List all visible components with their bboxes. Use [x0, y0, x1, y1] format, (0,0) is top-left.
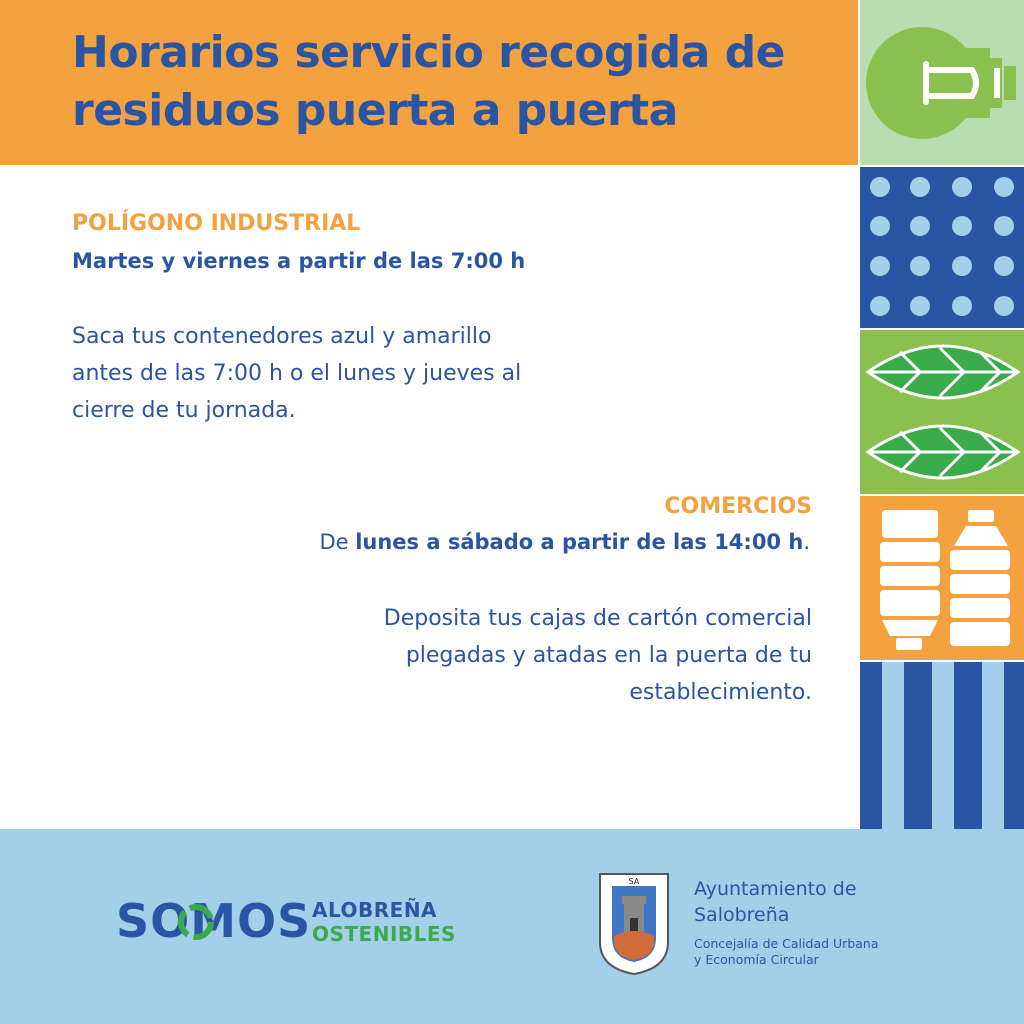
ayuntamiento-line2: Salobreña [694, 904, 790, 926]
ayuntamiento-line1: Ayuntamiento de [694, 878, 857, 900]
decorative-strip [858, 0, 1024, 829]
poligono-body [72, 318, 632, 429]
stripes-tile [860, 662, 1024, 829]
comercios-body-line: plegadas y atadas en la puerta de tu [405, 643, 812, 668]
concejalia-line2: y Economía Circular [694, 952, 819, 967]
somos-logo-line1: ALOBREÑA [312, 898, 438, 922]
comercios-schedule [319, 530, 810, 554]
dots-pattern [860, 167, 1024, 328]
poligono-heading: POLÍGONO INDUSTRIAL [72, 211, 361, 236]
stripes-pattern [860, 662, 1024, 829]
header-banner [0, 0, 858, 165]
comercios-body [252, 600, 812, 711]
somos-logo-word: SOMOS [116, 894, 312, 948]
bottle-icon [860, 496, 1024, 660]
poligono-body-line: cierre de tu jornada. [72, 398, 296, 423]
lightbulb-tile [860, 0, 1024, 165]
comercios-schedule-bold: lunes a sábado a partir de las 14:00 h [355, 530, 804, 554]
somos-logo [116, 892, 476, 952]
page-title: Horarios servicio recogida de residuos puerta a puerta [72, 27, 785, 136]
comercios-body-line: establecimiento. [629, 680, 812, 705]
ayuntamiento-block [694, 876, 934, 968]
somos-logo-line2: OSTENIBLES [312, 922, 456, 946]
comercios-schedule-suffix: . [803, 530, 810, 554]
leaf-icon [860, 330, 1024, 494]
recycle-icon [176, 902, 216, 942]
lightbulb-icon [860, 0, 1024, 165]
concejalia-line1: Concejalía de Calidad Urbana [694, 936, 879, 951]
poligono-schedule: Martes y viernes a partir de las 7:00 h [72, 249, 526, 273]
crest-letters: SA [628, 877, 640, 886]
comercios-heading: COMERCIOS [664, 494, 812, 519]
coat-of-arms [598, 872, 670, 976]
leaves-tile [860, 330, 1024, 494]
bottles-tile [860, 496, 1024, 660]
comercios-body-line: Deposita tus cajas de cartón comercial [383, 606, 812, 631]
dots-tile [860, 167, 1024, 328]
comercios-schedule-prefix: De [319, 530, 356, 554]
poligono-body-line: antes de las 7:00 h o el lunes y jueves al [72, 361, 522, 386]
poligono-body-line: Saca tus contenedores azul y amarillo [72, 324, 492, 349]
